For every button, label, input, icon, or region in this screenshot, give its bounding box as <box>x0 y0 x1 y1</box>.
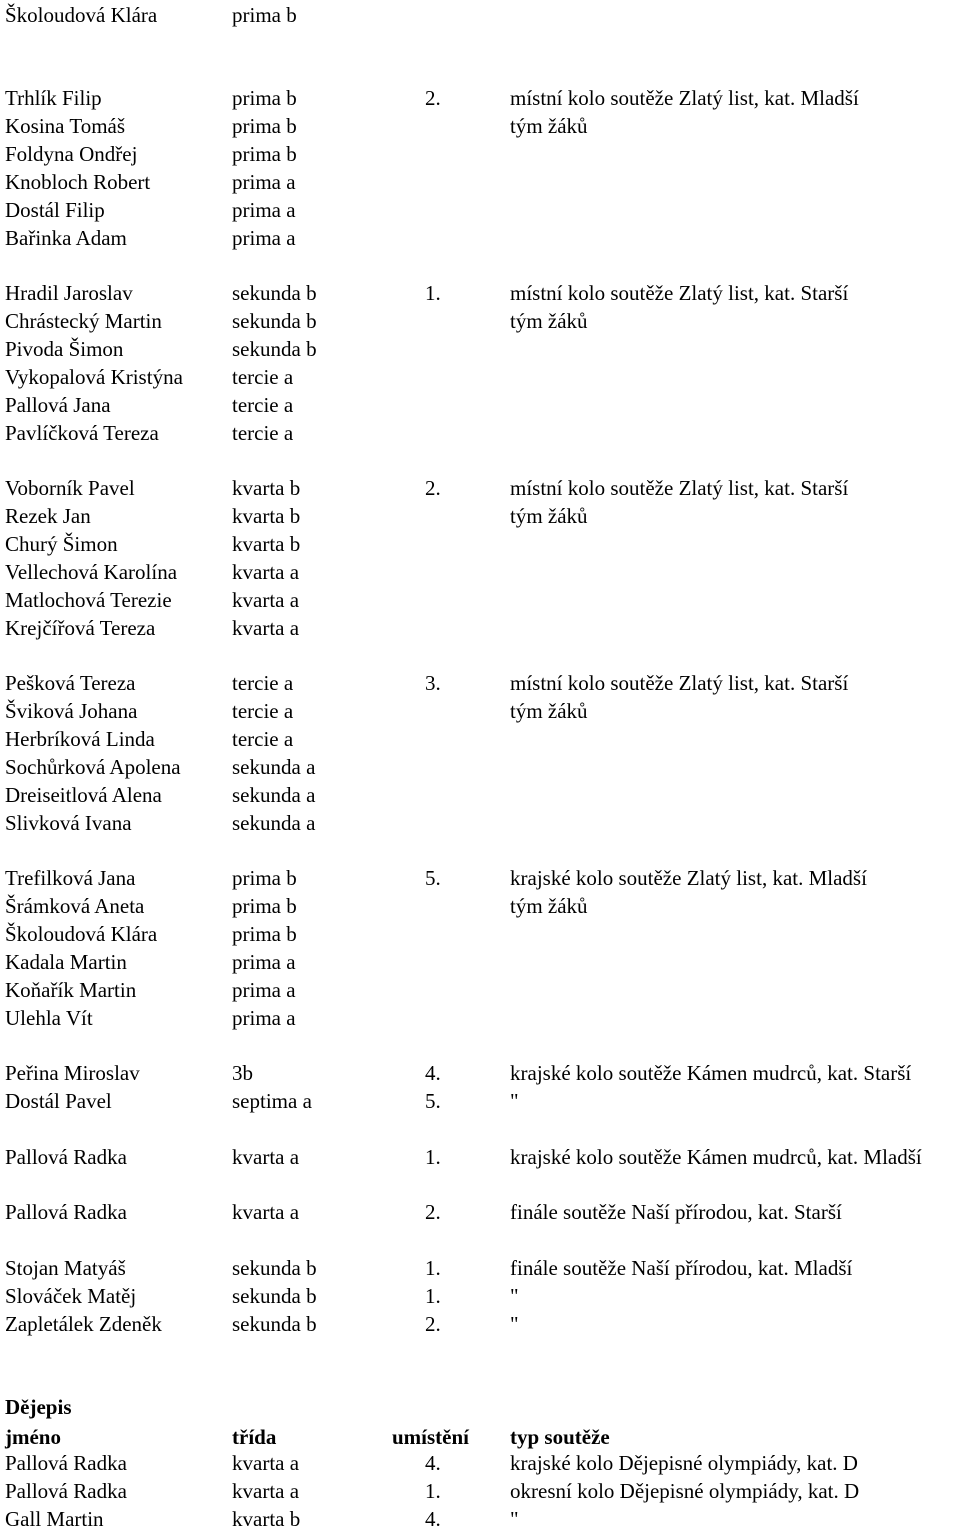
student-class: prima b <box>232 3 297 27</box>
student-name: Koňařík Martin <box>5 978 137 1002</box>
student-class: kvarta a <box>232 560 300 584</box>
result-row <box>0 419 960 447</box>
result-row <box>0 558 960 586</box>
placement: 4. <box>425 1061 441 1085</box>
student-class: sekunda b <box>232 337 317 361</box>
result-row <box>0 1 960 29</box>
header-place: umístění <box>392 1425 470 1449</box>
student-class: sekunda b <box>232 1256 317 1280</box>
student-class: kvarta a <box>232 1200 300 1224</box>
result-row <box>0 391 960 419</box>
competition: krajské kolo soutěže Zlatý list, kat. Mladší <box>510 866 867 890</box>
student-class: tercie a <box>232 393 294 417</box>
student-name: Bařinka Adam <box>5 226 127 250</box>
student-class: kvarta b <box>232 504 301 528</box>
competition: krajské kolo soutěže Kámen mudrců, kat. Mladší <box>510 1145 922 1169</box>
placement: 1. <box>425 1284 441 1308</box>
result-row <box>0 530 960 558</box>
result-row <box>0 279 960 307</box>
result-row <box>0 474 960 502</box>
student-class: kvarta a <box>232 1451 300 1475</box>
result-row <box>0 864 960 892</box>
competition: místní kolo soutěže Zlatý list, kat. Starší <box>510 671 849 695</box>
history-row <box>0 1477 960 1505</box>
student-name: Krejčířová Tereza <box>5 616 156 640</box>
header-competition: typ soutěže <box>510 1425 610 1449</box>
competition: " <box>510 1507 519 1531</box>
result-row <box>0 112 960 140</box>
competition: tým žáků <box>510 309 588 333</box>
result-row <box>0 1004 960 1032</box>
result-row <box>0 1059 960 1087</box>
student-class: kvarta a <box>232 616 300 640</box>
header-class: třída <box>232 1425 277 1449</box>
result-row <box>0 697 960 725</box>
competition: tým žáků <box>510 114 588 138</box>
student-class: prima b <box>232 114 297 138</box>
placement: 4. <box>425 1507 441 1531</box>
competition: tým žáků <box>510 699 588 723</box>
student-name: Dostál Filip <box>5 198 105 222</box>
student-class: kvarta b <box>232 1507 301 1531</box>
student-name: Trefilková Jana <box>5 866 136 890</box>
student-name: Pavlíčková Tereza <box>5 421 159 445</box>
competition: finále soutěže Naší přírodou, kat. Mladší <box>510 1256 853 1280</box>
placement: 2. <box>425 86 441 110</box>
student-name: Dreiseitlová Alena <box>5 783 162 807</box>
student-name: Pešková Tereza <box>5 671 136 695</box>
student-class: 3b <box>232 1061 253 1085</box>
student-name: Herbríková Linda <box>5 727 155 751</box>
student-name: Pallová Radka <box>5 1145 127 1169</box>
placement: 5. <box>425 866 441 890</box>
student-class: tercie a <box>232 421 294 445</box>
result-row <box>0 1282 960 1310</box>
student-name: Dostál Pavel <box>5 1089 112 1113</box>
student-name: Matlochová Terezie <box>5 588 172 612</box>
header-name: jméno <box>5 1425 61 1449</box>
student-name: Vellechová Karolína <box>5 560 178 584</box>
competition: okresní kolo Dějepisné olympiády, kat. D <box>510 1479 860 1503</box>
placement: 3. <box>425 671 441 695</box>
history-row <box>0 1505 960 1533</box>
placement: 5. <box>425 1089 441 1113</box>
student-class: sekunda a <box>232 783 316 807</box>
student-name: Hradil Jaroslav <box>5 281 133 305</box>
result-row <box>0 363 960 391</box>
student-name: Churý Šimon <box>5 532 118 556</box>
student-class: tercie a <box>232 365 294 389</box>
result-row <box>0 669 960 697</box>
student-class: prima a <box>232 170 296 194</box>
student-name: Kadala Martin <box>5 950 127 974</box>
placement: 1. <box>425 1256 441 1280</box>
competition: místní kolo soutěže Zlatý list, kat. Starší <box>510 476 849 500</box>
student-class: prima a <box>232 978 296 1002</box>
student-class: prima b <box>232 86 297 110</box>
student-name: Knobloch Robert <box>5 170 151 194</box>
student-class: prima b <box>232 142 297 166</box>
student-name: Stojan Matyáš <box>5 1256 126 1280</box>
student-class: tercie a <box>232 727 294 751</box>
history-table-header <box>0 1423 960 1451</box>
competition: tým žáků <box>510 504 588 528</box>
student-class: sekunda a <box>232 811 316 835</box>
placement: 1. <box>425 1145 441 1169</box>
student-class: kvarta a <box>232 1479 300 1503</box>
student-name: Rezek Jan <box>5 504 91 528</box>
competition: místní kolo soutěže Zlatý list, kat. Mladší <box>510 86 859 110</box>
result-row <box>0 140 960 168</box>
student-class: prima a <box>232 1006 296 1030</box>
student-name: Šviková Johana <box>5 699 138 723</box>
student-class: sekunda b <box>232 1312 317 1336</box>
result-row <box>0 1254 960 1282</box>
result-row <box>0 1310 960 1338</box>
student-class: prima b <box>232 922 297 946</box>
result-row <box>0 753 960 781</box>
student-class: kvarta b <box>232 476 301 500</box>
result-row <box>0 976 960 1004</box>
student-name: Sochůrková Apolena <box>5 755 181 779</box>
student-name: Foldyna Ondřej <box>5 142 138 166</box>
student-class: prima a <box>232 198 296 222</box>
placement: 2. <box>425 1312 441 1336</box>
result-row <box>0 614 960 642</box>
student-class: septima a <box>232 1089 312 1113</box>
student-name: Peřina Miroslav <box>5 1061 140 1085</box>
competition: krajské kolo soutěže Kámen mudrců, kat. Starší <box>510 1061 912 1085</box>
student-name: Slováček Matěj <box>5 1284 137 1308</box>
student-name: Pallová Radka <box>5 1451 127 1475</box>
result-row <box>0 586 960 614</box>
competition: krajské kolo Dějepisné olympiády, kat. D <box>510 1451 858 1475</box>
competition: " <box>510 1284 519 1308</box>
student-class: kvarta a <box>232 588 300 612</box>
result-row <box>0 1143 960 1171</box>
section-title-history: Dějepis <box>5 1395 72 1419</box>
result-row <box>0 84 960 112</box>
student-class: tercie a <box>232 699 294 723</box>
result-row <box>0 1087 960 1115</box>
result-row <box>0 948 960 976</box>
student-name: Gall Martin <box>5 1507 104 1531</box>
result-row <box>0 168 960 196</box>
competition: " <box>510 1089 519 1113</box>
placement: 2. <box>425 476 441 500</box>
competition: finále soutěže Naší přírodou, kat. Starší <box>510 1200 842 1224</box>
student-name: Ulehla Vít <box>5 1006 93 1030</box>
result-row <box>0 502 960 530</box>
placement: 2. <box>425 1200 441 1224</box>
history-row <box>0 1449 960 1477</box>
student-class: kvarta b <box>232 532 301 556</box>
result-row <box>0 307 960 335</box>
student-name: Vykopalová Kristýna <box>5 365 183 389</box>
result-row <box>0 725 960 753</box>
student-class: sekunda a <box>232 755 316 779</box>
placement: 1. <box>425 281 441 305</box>
student-name: Pivoda Šimon <box>5 337 124 361</box>
student-class: prima a <box>232 226 296 250</box>
student-name: Pallová Jana <box>5 393 111 417</box>
student-name: Pallová Radka <box>5 1479 127 1503</box>
result-row <box>0 809 960 837</box>
student-class: sekunda b <box>232 1284 317 1308</box>
competition: " <box>510 1312 519 1336</box>
placement: 4. <box>425 1451 441 1475</box>
student-name: Školoudová Klára <box>5 922 158 946</box>
result-row <box>0 196 960 224</box>
student-class: sekunda b <box>232 281 317 305</box>
student-name: Trhlík Filip <box>5 86 102 110</box>
student-class: prima b <box>232 894 297 918</box>
student-name: Pallová Radka <box>5 1200 127 1224</box>
result-row <box>0 892 960 920</box>
result-row <box>0 224 960 252</box>
result-row <box>0 335 960 363</box>
placement: 1. <box>425 1479 441 1503</box>
student-class: prima a <box>232 950 296 974</box>
result-row <box>0 1198 960 1226</box>
student-name: Slivková Ivana <box>5 811 132 835</box>
student-name: Šrámková Aneta <box>5 894 145 918</box>
student-class: sekunda b <box>232 309 317 333</box>
competition: tým žáků <box>510 894 588 918</box>
result-row <box>0 920 960 948</box>
student-name: Školoudová Klára <box>5 3 158 27</box>
student-name: Chrástecký Martin <box>5 309 162 333</box>
student-name: Zapletálek Zdeněk <box>5 1312 162 1336</box>
student-name: Kosina Tomáš <box>5 114 126 138</box>
student-class: prima b <box>232 866 297 890</box>
student-class: tercie a <box>232 671 294 695</box>
student-name: Voborník Pavel <box>5 476 135 500</box>
student-class: kvarta a <box>232 1145 300 1169</box>
result-row <box>0 781 960 809</box>
competition: místní kolo soutěže Zlatý list, kat. Starší <box>510 281 849 305</box>
